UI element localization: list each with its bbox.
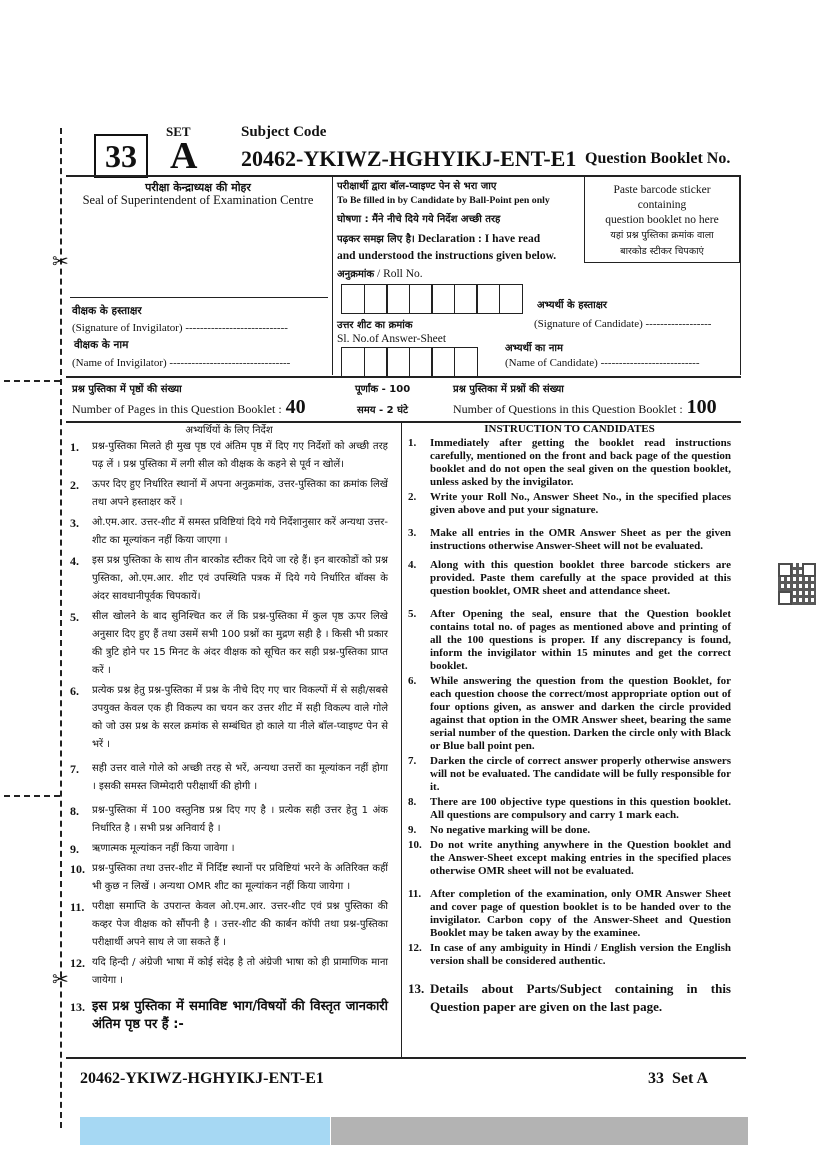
instruction-item [408,796,731,822]
barcode-line-1: Paste barcode sticker [613,184,711,196]
invigilator-signature-field[interactable]: (Signature of Invigilator) ---------------------------- [72,322,288,334]
roll-no-label-hindi: अनुक्रमांक [337,269,375,280]
instruction-item [70,438,388,474]
cut-line-horizontal-top [4,380,60,382]
instruction-item [408,824,731,837]
answer-sheet-no-cell[interactable] [364,347,388,377]
instruction-item [70,998,388,1034]
divider [66,376,741,378]
instruction-text: इस प्रश्न पुस्तिका के साथ तीन बारकोड स्टीकर दिये जा रहे हैं। इन बारकोडों को प्रश्न पुस्तिका, ओ.एम.आर. शीट एवं उपस्थिति पत्रक में दिये गये निर्धारित बॉक्स के अंदर सावधानीपूर्वक चिपकायें। [92,555,388,602]
instruction-item [70,760,388,796]
invigilator-name-field[interactable]: (Name of Invigilator) --------------------------------- [72,357,291,369]
footer-color-bar-blue [80,1117,330,1145]
instruction-item [70,514,388,550]
instruction-number: 8. [408,796,417,808]
instruction-item [70,840,388,858]
roll-no-input[interactable] [341,284,521,314]
candidate-name-hindi: अभ्यर्थी का नाम [505,343,563,354]
instruction-number: 12. [70,956,85,970]
qr-code-icon [778,563,816,605]
seal-title-hindi: परीक्षा केन्द्राध्यक्ष की मोहर [145,181,251,194]
instruction-item [70,476,388,512]
instruction-item [408,980,731,1016]
instruction-text: Make all entries in the OMR Answer Sheet as per the given instructions otherwise Answer-Sheet will not be evaluated. [430,527,731,552]
instruction-text: यदि हिन्दी / अंग्रेजी भाषा में कोई संदेह है तो अंग्रेजी भाषा को ही प्रामाणिक माना जायेगा । [92,957,388,986]
instruction-number: 11. [70,900,85,914]
instruction-number: 13. [408,981,425,996]
instruction-number: 10. [70,862,85,876]
instruction-item [408,755,731,794]
seal-title-english: Seal of Superintendent of Examination Centre [82,193,314,207]
instruction-text: While answering the question from the question Booklet, for each question choose the correct/most appropriate option out of four options given, as answer and darken the circle provided against that option in the OMR Answer sheet, bearing the same serial number of the question. Darken the circle only with Black or Blue ball point pen. [430,675,731,752]
instruction-text: No negative marking will be done. [430,824,591,836]
instruction-number: 3. [70,516,79,530]
barcode-line-2: containing [637,199,687,211]
instruction-number: 5. [70,610,79,624]
invigilator-name-hindi: वीक्षक के नाम [74,339,129,351]
instruction-item [408,527,731,553]
instruction-text: Details about Parts/Subject containing in this Question paper are given on the last page. [430,981,731,1014]
instruction-text: ऋणात्मक मूल्यांकन नहीं किया जावेगा । [92,843,235,854]
instruction-text: प्रत्येक प्रश्न हेतु प्रश्न-पुस्तिका में प्रश्न के नीचे दिए गए चार विकल्पों में से सही/सबसे उपयुक्त केवल एक ही विकल्प का चयन कर उत्तर शीट में सही विकल्प वाले गोले को जो उस प्रश्न के सरल क्रमांक से सम्बंधित हो काले या नीले बॉल-प्वाइण्ट पेन से भरें । [92,685,388,750]
roll-no-cell[interactable] [409,284,433,314]
candidate-name-field[interactable]: (Name of Candidate) --------------------------- [505,357,700,369]
instruction-text: इस प्रश्न पुस्तिका में समाविष्ट भाग/विषयों की विस्तृत जानकारी अंतिम पृष्ठ पर हैं :- [92,999,388,1032]
instruction-text: Darken the circle of correct answer properly otherwise answers will not be evaluated. The candidate will be fully responsible for it. [430,755,731,793]
instruction-number: 13. [70,1000,85,1014]
divider [740,175,741,375]
instruction-text: सही उत्तर वाले गोले को अच्छी तरह से भरें, अन्यथा उत्तरों का मूल्यांकन नहीं होगा । इसकी समस्त जिम्मेदारी परीक्षार्थी की होगी । [92,763,388,792]
divider [70,297,328,298]
instruction-number: 3. [408,527,417,539]
instruction-item [70,608,388,680]
instruction-number: 8. [70,804,79,818]
answer-sheet-no-cell[interactable] [341,347,365,377]
instruction-item [408,608,731,673]
instruction-text: प्रश्न-पुस्तिका तथा उत्तर-शीट में निर्दिष्ट स्थानों पर प्रविष्टियां भरने के अतिरिक्त कहीं भी कुछ न लिखें । अन्यथा OMR शीट का मूल्यांकन नहीं किया जायेगा । [92,863,388,892]
instruction-number: 4. [70,554,79,568]
pages-label-english: Number of Pages in this Question Booklet : [72,402,282,416]
instruction-number: 12. [408,942,422,954]
instruction-number: 2. [408,491,417,503]
instruction-text: प्रश्न-पुस्तिका मिलते ही मुख पृष्ठ एवं अंतिम पृष्ठ में दिए गए निर्देशों को अच्छी तरह पढ़ लें । प्रश्न पुस्तिका में लगी सील को वीक्षक के कहने से पूर्व न खोलें। [92,441,388,470]
roll-no-cell[interactable] [364,284,388,314]
instruction-text: After completion of the examination, only OMR Answer Sheet and cover page of question booklet is to be handed over to the invigilator. Carbon copy of the Answer-Sheet and Question Booklet may be taken away by the examinee. [430,888,731,939]
set-letter: A [170,135,198,177]
instruction-text: ऊपर दिए हुए निर्धारित स्थानों में अपना अनुक्रमांक, उत्तर-पुस्तिका का क्रमांक लिखें तथा अपने हस्ताक्षर करें । [92,479,388,508]
footer-set-info: 33 Set A [648,1070,708,1087]
answer-sheet-label-hindi: उत्तर शीट का क्रमांक [337,320,413,331]
candidate-fill-title-hindi: परीक्षार्थी द्वारा बॉल-प्वाइण्ट पेन से भरा जाए [337,181,497,192]
question-booklet-no-label: Question Booklet No. [585,150,731,167]
answer-sheet-no-cell[interactable] [409,347,433,377]
barcode-sticker-area [584,175,740,263]
instruction-number: 4. [408,559,417,571]
instruction-text: There are 100 objective type questions in this question booklet. All questions are compulsory and carry 1 mark each. [430,796,731,821]
roll-no-cell[interactable] [341,284,365,314]
instruction-number: 2. [70,478,79,492]
declaration-english-2: and understood the instructions given below. [337,250,557,262]
barcode-line-5: बारकोड स्टीकर चिपकाएं [620,246,704,257]
instruction-text: परीक्षा समाप्ति के उपरान्त केवल ओ.एम.आर. उत्तर-शीट एवं प्रश्न पुस्तिका की कव्हर पेज वीक्षक को सौंपनी है । उत्तर-शीट की कार्बन कॉपी तथा प्रश्न-पुस्तिका परीक्षार्थी अपने साथ ले जा सकते हैं । [92,901,388,948]
instruction-item [408,888,731,940]
instructions-hindi-title: अभ्यर्थियों के लिए निर्देश [185,425,273,436]
instruction-number: 7. [408,755,417,767]
instruction-item [70,954,388,990]
questions-label-hindi: प्रश्न पुस्तिका में प्रश्नों की संख्या [453,384,564,395]
instruction-item [70,552,388,606]
declaration-english-1: Declaration : I have read [417,233,541,245]
instruction-item [408,559,731,598]
roll-no-cell[interactable] [476,284,500,314]
instruction-number: 7. [70,762,79,776]
answer-sheet-no-cell[interactable] [386,347,410,377]
instruction-text: ओ.एम.आर. उत्तर-शीट में समस्त प्रविष्टियां दिये गये निर्देशानुसार करें अन्यथा उत्तर-शीट का मूल्यांकन नहीं किया जाएगा । [92,517,388,546]
subject-code: 20462-YKIWZ-HGHYIKJ-ENT-E1 [241,146,577,171]
candidate-signature-field[interactable]: (Signature of Candidate) ------------------ [534,318,712,330]
declaration-hindi-2: पढ़कर समझ लिए है। [337,234,415,245]
instruction-number: 1. [70,440,79,454]
footer-color-bar-gray [331,1117,748,1145]
instruction-item [70,682,388,754]
set-number: 33 [94,134,148,178]
set-label: SET [166,124,191,139]
roll-no-cell[interactable] [431,284,455,314]
instruction-text: After Opening the seal, ensure that the Question booklet contains total no. of pages as mentioned above and printing of all the 100 questions is proper. If any discrepancy is found, inform the invigilator within 15 minutes and get the correct booklet. [430,608,731,672]
subject-code-label: Subject Code [241,124,327,140]
instruction-number: 11. [408,888,422,900]
instruction-number: 9. [408,824,417,836]
roll-no-cell[interactable] [386,284,410,314]
instruction-text: In case of any ambiguity in Hindi / English version the English version shall be considered authentic. [430,942,731,967]
roll-no-cell[interactable] [454,284,478,314]
instruction-item [408,942,731,968]
footer-subject-code: 20462-YKIWZ-HGHYIKJ-ENT-E1 [80,1070,324,1087]
barcode-line-4: यहां प्रश्न पुस्तिका क्रमांक वाला [610,230,714,241]
instruction-item [408,675,731,753]
instruction-text: Write your Roll No., Answer Sheet No., in the specified places given above and put your signature. [430,491,731,516]
instruction-text: Immediately after getting the booklet read instructions carefully, mentioned on the front and back page of the question booklet and do not open the seal given on the question booklet, unless asked by the invigilator. [430,437,731,488]
instruction-number: 1. [408,437,417,449]
questions-value: 100 [686,396,717,418]
instruction-number: 6. [70,684,79,698]
time-allowed: समय - 2 घंटे [357,405,409,416]
answer-sheet-no-cell[interactable] [431,347,455,377]
instruction-text: Do not write anything anywhere in the Question booklet and the Answer-Sheet except making entries in the specified places otherwise OMR sheet will not be evaluated. [430,839,731,877]
barcode-line-3: question booklet no here [605,214,719,226]
divider [332,175,333,375]
instruction-item [408,491,731,517]
answer-sheet-label-english: Sl. No.of Answer-Sheet [337,333,447,345]
cut-line-horizontal-bottom [4,795,60,797]
instruction-number: 6. [408,675,417,687]
pages-value: 40 [285,396,306,418]
answer-sheet-no-cell[interactable] [454,347,478,377]
candidate-signature-hindi: अभ्यर्थी के हस्ताक्षर [537,300,607,311]
instruction-item [408,437,731,489]
scissors-icon: ✂ [52,251,69,273]
declaration-hindi-1: घोषणा : मैंने नीचे दिये गये निर्देश अच्छी तरह [337,214,501,225]
instruction-text: सील खोलने के बाद सुनिश्चित कर लें कि प्रश्न-पुस्तिका में कुल पृष्ठ ऊपर लिखे अनुसार दिए हुए हैं तथा उसमें सभी 100 प्रश्नों का मुद्रण सही है । किसी भी प्रकार की त्रुटि होने पर 15 मिनट के अंदर वीक्षक को सूचित कर सही प्रश्न-पुस्तिका प्राप्त करें । [92,611,388,676]
pages-label-hindi: प्रश्न पुस्तिका में पृष्ठों की संख्या [72,384,182,395]
instruction-item [70,802,388,838]
answer-sheet-no-input[interactable] [341,347,476,377]
roll-no-cell[interactable] [499,284,523,314]
invigilator-signature-hindi: वीक्षक के हस्ताक्षर [72,305,142,317]
scissors-icon: ✂ [52,969,69,991]
instructions-english-title: INSTRUCTION TO CANDIDATES [484,423,655,435]
divider [66,1057,746,1059]
candidate-fill-title-english: To Be filled in by Candidate by Ball-Point pen only [337,195,550,206]
instruction-number: 10. [408,839,422,851]
instructions-hindi [70,423,388,1036]
instruction-text: प्रश्न-पुस्तिका में 100 वस्तुनिष्ठ प्रश्न दिए गए है । प्रत्येक सही उत्तर हेतु 1 अंक निर्धारित है । सभी प्रश्न अनिवार्य है । [92,805,388,834]
instructions-english [408,423,731,1018]
instruction-item [70,860,388,896]
divider [401,421,402,1057]
instruction-item [70,898,388,952]
instruction-text: Along with this question booklet three barcode stickers are provided. Paste them carefully at the space provided at this question booklet, OMR sheet and attendance sheet. [430,559,731,597]
instruction-number: 5. [408,608,417,620]
questions-label-english: Number of Questions in this Question Booklet : [453,402,683,416]
max-marks: पूर्णांक - 100 [355,384,411,395]
roll-no-label-english: / Roll No. [377,268,423,280]
instruction-number: 9. [70,842,79,856]
instruction-item [408,839,731,878]
